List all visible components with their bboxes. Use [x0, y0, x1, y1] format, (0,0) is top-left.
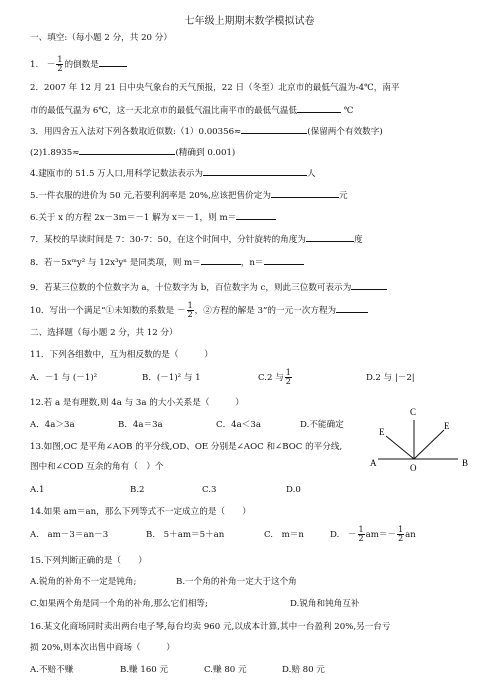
- question-16-line-1: 16.某文化商场同时卖出两台电子琴,每台均卖 960 元,以成本计算,其中一台盈利 20%,另一台亏: [30, 622, 391, 632]
- q14-d-fraction-2: [397, 526, 404, 543]
- q10-answer-blank[interactable]: [336, 303, 368, 313]
- q10-fraction: [187, 302, 194, 319]
- q15-option-c[interactable]: C.如果两个角是同一个角的补角,那么它们相等;: [30, 599, 208, 609]
- q4-unit: 人: [307, 169, 316, 179]
- question-1: [30, 56, 127, 73]
- q11-c-fraction: [285, 369, 292, 386]
- section-choice-heading: 二、选择题（每小题 2 分，共 12 分）: [30, 328, 178, 338]
- q15-option-a[interactable]: A.锐角的补角不一定是钝角;: [30, 577, 137, 587]
- q5-text: 5.一件衣服的进价为 50 元,若要利润率是 20%,应该把售价定为: [30, 191, 271, 201]
- q10-numerator: 1: [187, 301, 193, 310]
- q8-answer-blank-m[interactable]: [201, 255, 241, 265]
- q14-option-c[interactable]: C. m＝n: [264, 530, 304, 540]
- q14-d-denominator-2: 2: [398, 534, 404, 543]
- q5-unit: 元: [338, 191, 348, 201]
- q7-text: 7．某校的早读时间是 7：30-7：50，在这个时间中，分针旋转的角度为: [30, 235, 306, 245]
- q1-prefix: 1. －: [30, 60, 56, 70]
- q9-answer-blank[interactable]: [351, 280, 387, 290]
- q13-option-d[interactable]: D.0: [286, 485, 301, 495]
- q10-text-2: ，②方程的解是 3”的一元一次方程为: [194, 306, 337, 316]
- q10-text-1: 10．写出一个满足“①未知数的系数是 －: [30, 306, 186, 316]
- label-e-right: E: [444, 421, 450, 431]
- q3-note-2: (精确到 0.001): [175, 148, 236, 158]
- q2-text: 市的最低气温为 6℃，这一天北京市的最低气温比南平市的最低气温低: [30, 106, 298, 116]
- q7-answer-blank[interactable]: [306, 232, 354, 242]
- question-4: [30, 166, 316, 180]
- q11-c-text: C.2 与: [258, 373, 284, 383]
- q1-answer-blank[interactable]: [99, 57, 127, 67]
- q14-d-denominator-1: 2: [358, 534, 364, 543]
- q11-option-c[interactable]: [258, 369, 293, 386]
- q10-denominator: 2: [187, 310, 193, 319]
- q14-d-middle: am＝－: [365, 530, 397, 540]
- q12-option-d[interactable]: D.不能确定: [300, 420, 344, 430]
- question-9: [30, 280, 387, 294]
- q8-text-2: ，n＝: [240, 258, 264, 268]
- q14-d-suffix: an: [405, 530, 416, 540]
- question-5: [30, 188, 348, 202]
- q14-d-prefix: D. －: [330, 530, 357, 540]
- q8-text-1: 8．若－5xᵐy² 与 12x³yⁿ 是同类项，则 m＝: [30, 258, 201, 268]
- q14-option-d[interactable]: [330, 526, 416, 543]
- q12-option-b[interactable]: B．4a＝3a: [118, 420, 163, 430]
- q11-c-numerator: 1: [285, 368, 291, 377]
- q3-answer-blank-1[interactable]: [241, 124, 307, 134]
- label-a: A: [370, 458, 377, 468]
- question-10: [30, 302, 368, 319]
- question-12-stem: 12.若 a 是有理数,则 4a 与 3a 的大小关系是（ ）: [30, 398, 244, 408]
- question-13-line-2: 图中和∠COD 互余的角有（ ）个: [30, 462, 164, 472]
- q14-d-numerator-1: 1: [358, 525, 364, 534]
- q2-unit: ℃: [343, 106, 354, 116]
- q16-option-c[interactable]: C.赚 80 元: [204, 665, 247, 675]
- question-13-line-1: 13.如图,OC 是平角∠AOB 的平分线,OD、OE 分别是∠AOC 和∠BOC 的平分线,: [30, 442, 343, 452]
- ray-od: [386, 436, 414, 459]
- q3-text-1: 3．用四舍五入法对下列各数取近似数:（1）0.00356≈: [30, 127, 242, 137]
- q13-option-b[interactable]: B.2: [130, 485, 145, 495]
- q1-numerator: 1: [57, 55, 63, 64]
- q13-option-c[interactable]: C.3: [202, 485, 217, 495]
- q3-note-1: (保留两个有效数字): [307, 127, 383, 137]
- question-8: [30, 255, 304, 269]
- q14-d-numerator-2: 1: [398, 525, 404, 534]
- question-3-line-1: [30, 124, 383, 138]
- q7-unit: 度: [353, 235, 363, 245]
- question-16-line-2: 损 20%,则本次出售中商场（ ）: [30, 643, 175, 653]
- label-c: C: [410, 407, 417, 417]
- q13-option-a[interactable]: A.1: [30, 485, 45, 495]
- question-2-line-2: [30, 103, 353, 117]
- q8-answer-blank-n[interactable]: [264, 255, 304, 265]
- q14-option-b[interactable]: B. 5＋am＝5＋an: [146, 530, 225, 540]
- q15-option-d[interactable]: D.锐角和钝角互补: [290, 599, 360, 609]
- question-11-stem: 11．下列各组数中，互为相反数的是（ ）: [30, 350, 213, 360]
- question-6: [30, 210, 276, 224]
- question-3-line-2: [30, 145, 235, 159]
- q11-option-b[interactable]: B．(－1)² 与 1: [142, 373, 201, 383]
- question-15-stem: 15.下列判断正确的是（ ）: [30, 556, 147, 566]
- q11-option-a[interactable]: A．－1 与 (－1)²: [30, 373, 98, 383]
- label-b: B: [462, 458, 469, 468]
- label-e-left: E: [379, 427, 385, 437]
- section-fill-blank-heading: 一、填空:（每小题 2 分，共 20 分）: [30, 33, 172, 43]
- q3-answer-blank-2[interactable]: [79, 145, 175, 155]
- label-o: O: [410, 463, 417, 473]
- q3-text-2: (2)1.8935≈: [30, 148, 80, 158]
- q15-option-b[interactable]: B.一个角的补角一定大于这个角: [176, 577, 297, 587]
- q14-option-a[interactable]: A. am－3＝an－3: [30, 530, 109, 540]
- q2-answer-blank[interactable]: [297, 103, 341, 113]
- q14-d-fraction-1: [358, 526, 365, 543]
- q4-text: 4.建瓯市的 51.5 万人口,用科学记数法表示为: [30, 169, 204, 179]
- q11-c-denominator: 2: [285, 377, 291, 386]
- question-2-line-1: 2．2007 年 12 月 21 日中央气象台的天气预报，22 日（冬至）北京市的最低气温为-4℃，南平: [30, 83, 400, 93]
- q16-option-b[interactable]: B.赚 160 元: [120, 665, 169, 675]
- q6-text: 6.关于 x 的方程 2x－3m＝－1 解为 x＝－1，则 m＝: [30, 213, 237, 223]
- q5-answer-blank[interactable]: [271, 188, 339, 198]
- q11-option-d[interactable]: D.2 与 |－2|: [366, 373, 415, 383]
- q1-text: 的倒数是: [64, 60, 99, 70]
- q1-denominator: 2: [57, 64, 63, 73]
- exam-title: 七年级上期期末数学模拟试卷: [184, 16, 315, 27]
- q12-option-a[interactable]: A．4a＞3a: [30, 420, 75, 430]
- q9-text: 9．若某三位数的个位数字为 a，十位数字为 b，百位数字为 c，则此三位数可表示为: [30, 283, 352, 293]
- q12-option-c[interactable]: C．4a＜3a: [216, 420, 261, 430]
- question-7: [30, 232, 363, 246]
- q6-answer-blank[interactable]: [236, 210, 276, 220]
- q1-fraction: [56, 56, 63, 73]
- ray-oe: [414, 430, 444, 459]
- angle-figure: [366, 402, 478, 476]
- q4-answer-blank[interactable]: [203, 166, 307, 176]
- question-14-stem: 14.如果 am＝an，那么下列等式不一定成立的是（ ）: [30, 507, 251, 517]
- q16-option-d[interactable]: D.赔 80 元: [282, 665, 325, 675]
- q16-option-a[interactable]: A.不赔不赚: [30, 665, 74, 675]
